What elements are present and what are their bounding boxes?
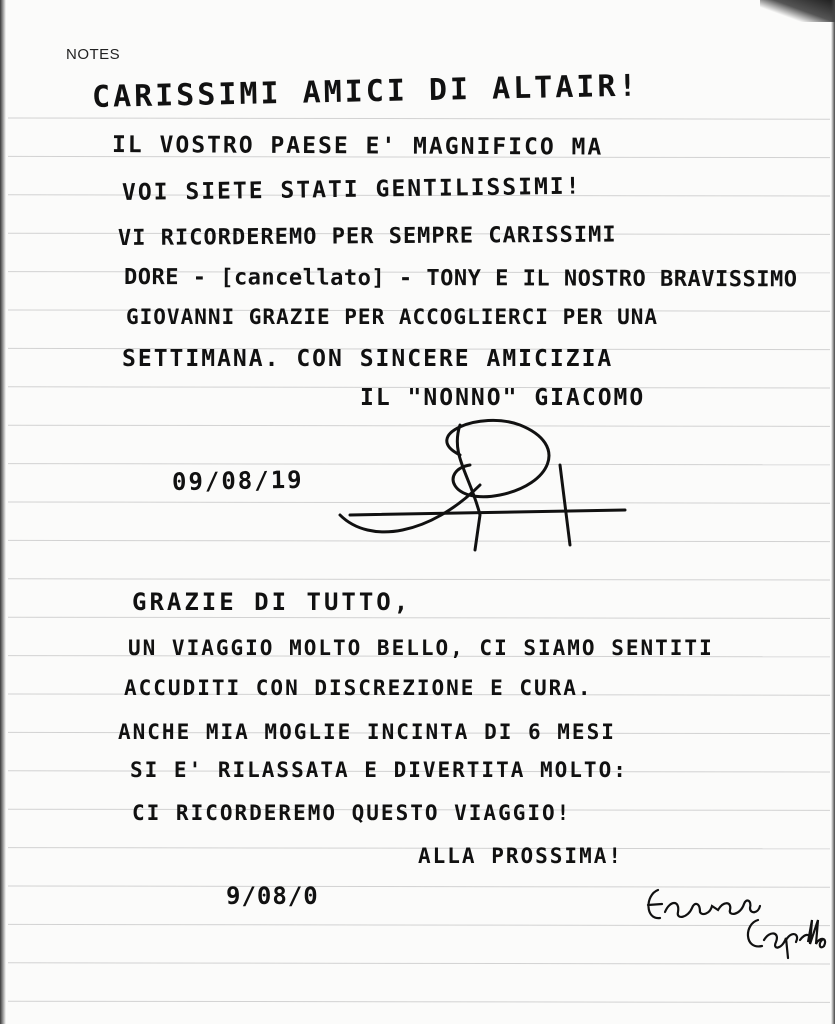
note-two-line: UN VIAGGIO MOLTO BELLO, CI SIAMO SENTITI xyxy=(128,636,714,660)
handwritten-signature-edoardo-capello xyxy=(640,880,830,960)
note-one-line: CARISSIMI AMICI DI ALTAIR! xyxy=(91,68,640,115)
note-two-date: 9/08/0 xyxy=(226,882,319,910)
note-one-line: VOI SIETE STATI GENTILISSIMI! xyxy=(121,173,582,206)
note-one-date: 09/08/19 xyxy=(171,465,304,496)
note-one-line: SETTIMANA. CON SINCERE AMICIZIA xyxy=(122,346,614,372)
note-two-line: CI RICORDEREMO QUESTO VIAGGIO! xyxy=(132,801,572,825)
note-one-signoff: IL "NONNO" GIACOMO xyxy=(360,385,646,411)
note-one-line: VI RICORDEREMO PER SEMPRE CARISSIMI xyxy=(117,222,617,251)
ruled-line xyxy=(8,1001,830,1002)
note-two-signoff: ALLA PROSSIMA! xyxy=(418,844,624,868)
note-two-line: ACCUDITI CON DISCREZIONE E CURA. xyxy=(124,676,593,700)
ruled-line xyxy=(8,617,830,618)
note-two-line: ANCHE MIA MOGLIE INCINTA DI 6 MESI xyxy=(118,720,616,744)
handwritten-signature xyxy=(330,415,630,555)
note-two-line: GRAZIE DI TUTTO, xyxy=(132,588,412,616)
notes-header-label: NOTES xyxy=(66,46,121,63)
note-one-line: GIOVANNI GRAZIE PER ACCOGLIERCI PER UNA xyxy=(126,305,659,329)
ruled-line xyxy=(8,118,830,119)
note-two-line: SI E' RILASSATA E DIVERTITA MOLTO: xyxy=(130,758,628,782)
note-one-line: IL VOSTRO PAESE E' MAGNIFICO MA xyxy=(111,132,604,161)
ruled-line xyxy=(8,963,830,964)
note-one-line: DORE - [cancellato] - TONY E IL NOSTRO BRAVISSIMO xyxy=(123,265,798,293)
ruled-line xyxy=(8,579,830,580)
